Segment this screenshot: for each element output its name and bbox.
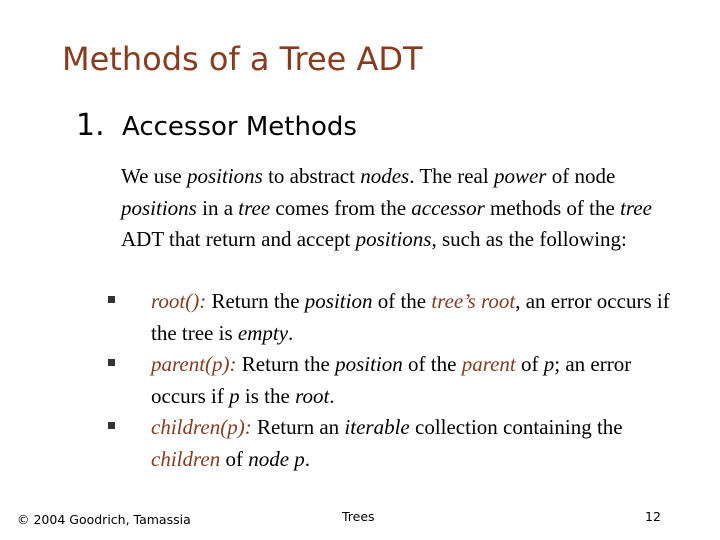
section-heading bbox=[76, 108, 357, 143]
intro-term: tree bbox=[620, 195, 652, 220]
page-number: 12 bbox=[645, 509, 661, 524]
method-text: collection containing the bbox=[409, 415, 623, 439]
method-text: Return the bbox=[236, 352, 336, 376]
intro-term: positions bbox=[355, 227, 432, 251]
method-text: of bbox=[220, 446, 249, 471]
method-text: of the bbox=[402, 352, 462, 376]
slide-title: Methods of a Tree ADT bbox=[62, 40, 423, 78]
intro-term: power bbox=[493, 164, 547, 188]
method-term: empty bbox=[237, 320, 289, 345]
method-list bbox=[108, 286, 688, 475]
intro-text: ADT that return and accept bbox=[121, 227, 356, 251]
intro-term: accessor bbox=[411, 195, 485, 220]
method-term: parent bbox=[461, 352, 516, 376]
intro-text: comes from the bbox=[270, 195, 412, 220]
intro-term: tree bbox=[238, 195, 271, 220]
intro-text: . The real bbox=[409, 164, 494, 188]
square-bullet-icon bbox=[108, 296, 115, 303]
method-term: iterable bbox=[344, 415, 410, 439]
intro-term: nodes bbox=[360, 164, 410, 188]
method-parent bbox=[108, 349, 688, 412]
intro-text: of node bbox=[546, 164, 616, 188]
method-text: . bbox=[329, 383, 335, 408]
method-text: Return an bbox=[251, 415, 345, 439]
method-term: tree’s root bbox=[431, 289, 516, 313]
intro-paragraph bbox=[121, 161, 681, 256]
method-text: Return the bbox=[206, 289, 305, 313]
method-signature: root(): bbox=[151, 289, 207, 313]
method-signature: children(p): bbox=[151, 415, 252, 439]
intro-text: , such as the following: bbox=[431, 227, 627, 251]
square-bullet-icon bbox=[108, 359, 115, 366]
method-text: , an error occurs if the tree is bbox=[151, 289, 670, 345]
method-signature: parent(p): bbox=[151, 352, 237, 376]
section-number: 1. bbox=[76, 108, 105, 143]
method-text: ; an error occurs if bbox=[151, 352, 632, 408]
intro-term: positions bbox=[121, 195, 197, 220]
footer-copyright: © 2004 Goodrich, Tamassia bbox=[17, 512, 191, 527]
method-text: . bbox=[304, 446, 311, 471]
intro-term: positions bbox=[186, 164, 263, 188]
footer-topic: Trees bbox=[342, 509, 375, 524]
intro-text: to abstract bbox=[262, 164, 361, 188]
method-text: of the bbox=[372, 289, 432, 313]
method-text: is the bbox=[239, 383, 296, 408]
method-term: position bbox=[304, 289, 373, 313]
section-label: Accessor Methods bbox=[122, 112, 357, 142]
method-text: . bbox=[288, 320, 294, 345]
method-term: root bbox=[295, 383, 330, 408]
intro-text: We use bbox=[121, 164, 187, 188]
method-root bbox=[108, 286, 688, 349]
intro-text: methods of the bbox=[484, 195, 621, 220]
method-term: p bbox=[543, 352, 555, 376]
square-bullet-icon bbox=[108, 422, 115, 429]
method-text: of bbox=[515, 352, 544, 376]
method-term: node p bbox=[248, 446, 305, 471]
method-term: p bbox=[229, 383, 240, 408]
method-term: children bbox=[151, 446, 221, 471]
method-term: position bbox=[335, 352, 403, 376]
intro-text: in a bbox=[196, 195, 239, 220]
method-children bbox=[108, 412, 688, 475]
